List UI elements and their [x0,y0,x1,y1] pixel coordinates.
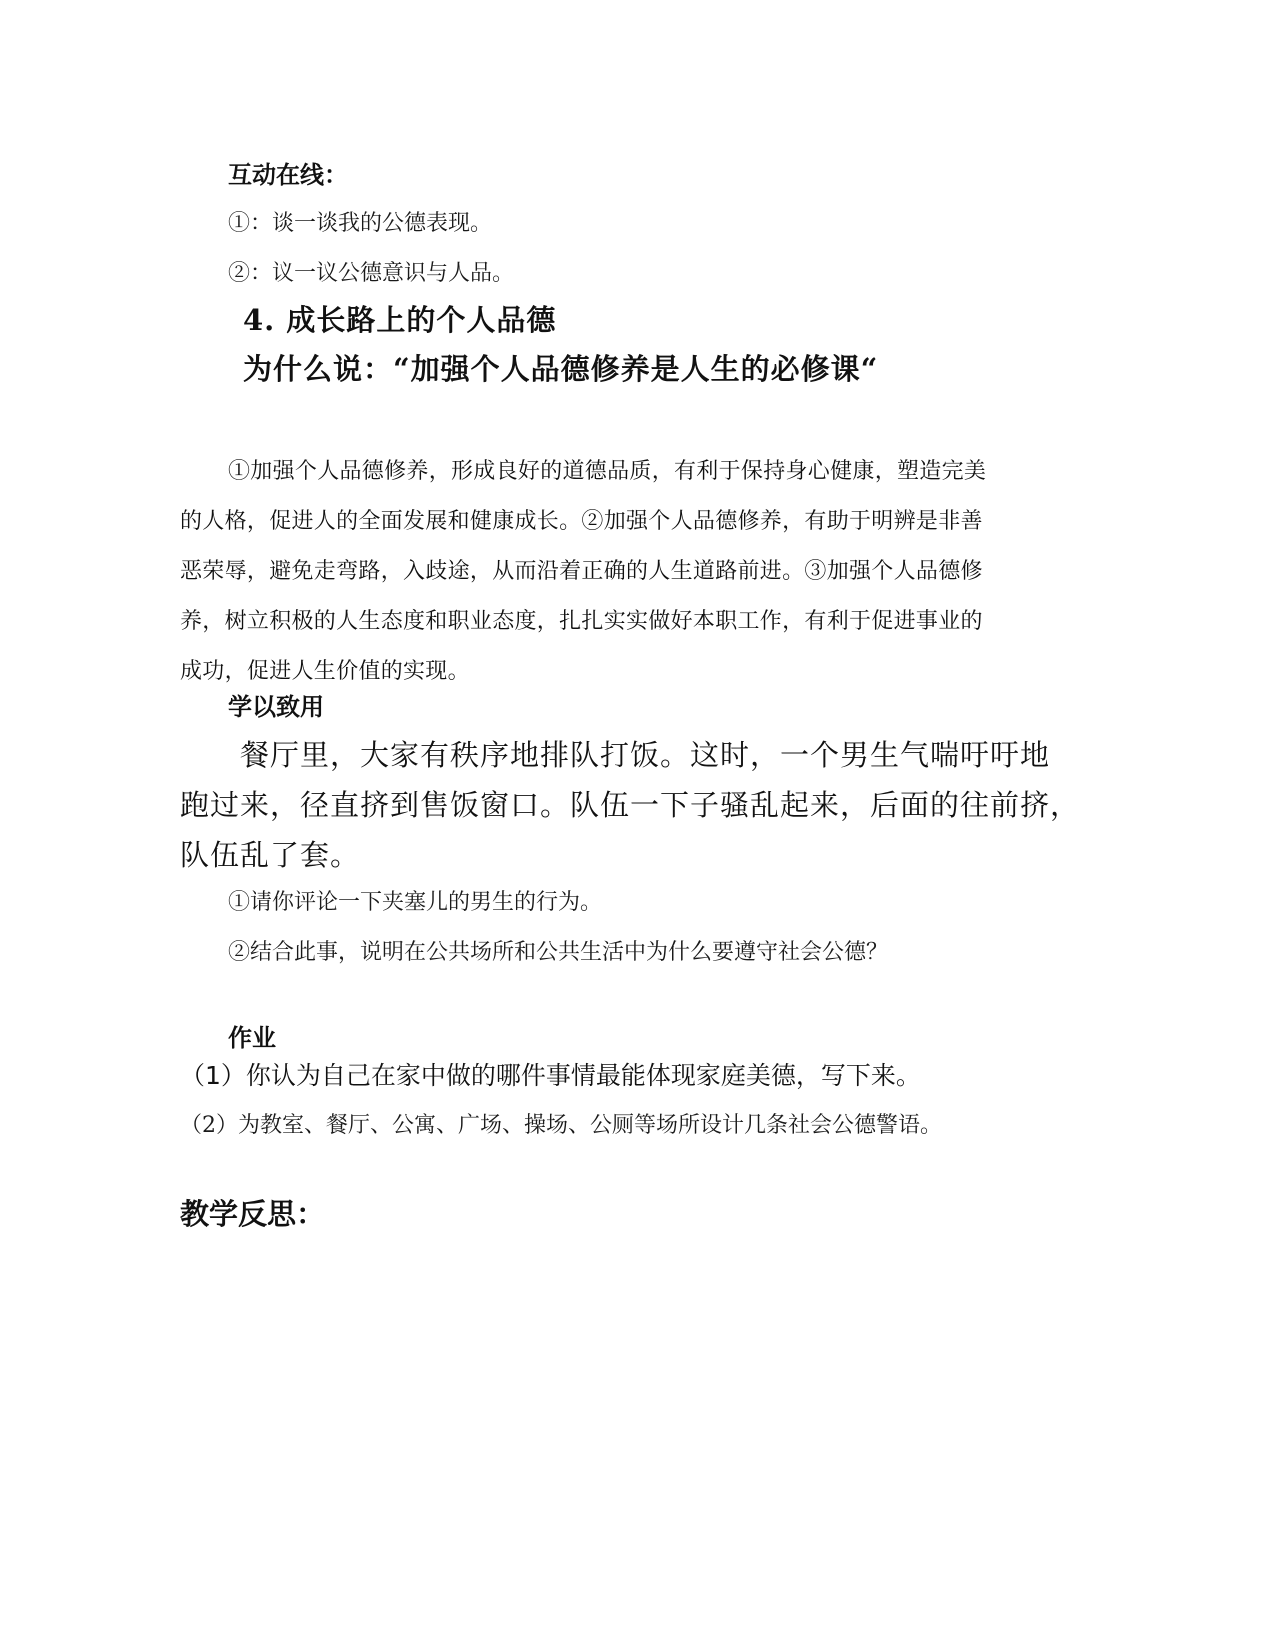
apply-title: 学以致用 [228,693,324,721]
answer-line: ①加强个人品德修养，形成良好的道德品质，有利于保持身心健康，塑造完美 [228,459,987,484]
homework-item-2: （2）为教室、餐厅、公寓、广场、操场、公厕等场所设计几条社会公德警语。 [180,1113,942,1138]
answer-line: 养，树立积极的人生态度和职业态度，扎扎实实做好本职工作，有利于促进事业的 [180,609,983,634]
apply-question-2: ②结合此事，说明在公共场所和公共生活中为什么要遵守社会公德？ [228,940,889,965]
section-question: 为什么说：“加强个人品德修养是人生的必修课“ [243,352,879,386]
answer-line: 成功，促进人生价值的实现。 [180,659,470,684]
interactive-item-1: ①：谈一谈我的公德表现。 [228,211,493,236]
answer-line: 恶荣辱，避免走弯路，入歧途，从而沿着正确的人生道路前进。③加强个人品德修 [180,559,983,584]
homework-item-1: （1）你认为自己在家中做的哪件事情最能体现家庭美德，写下来。 [180,1061,921,1090]
interactive-item-2: ②：议一议公德意识与人品。 [228,261,515,286]
homework-title: 作业 [228,1024,276,1052]
story-line: 队伍乱了套。 [180,838,361,872]
answer-line: 的人格，促进人的全面发展和健康成长。②加强个人品德修养，有助于明辨是非善 [180,509,983,534]
story-line: 餐厅里，大家有秩序地排队打饭。这时，一个男生气喘吁吁地 [240,738,1051,772]
section-heading: 4. 成长路上的个人品德 [243,303,557,337]
reflection-title: 教学反思： [180,1197,326,1231]
apply-question-1: ①请你评论一下夹塞儿的男生的行为。 [228,890,603,915]
story-line: 跑过来，径直挤到售饭窗口。队伍一下子骚乱起来，后面的往前挤， [180,788,1081,822]
interactive-title: 互动在线： [228,161,348,189]
